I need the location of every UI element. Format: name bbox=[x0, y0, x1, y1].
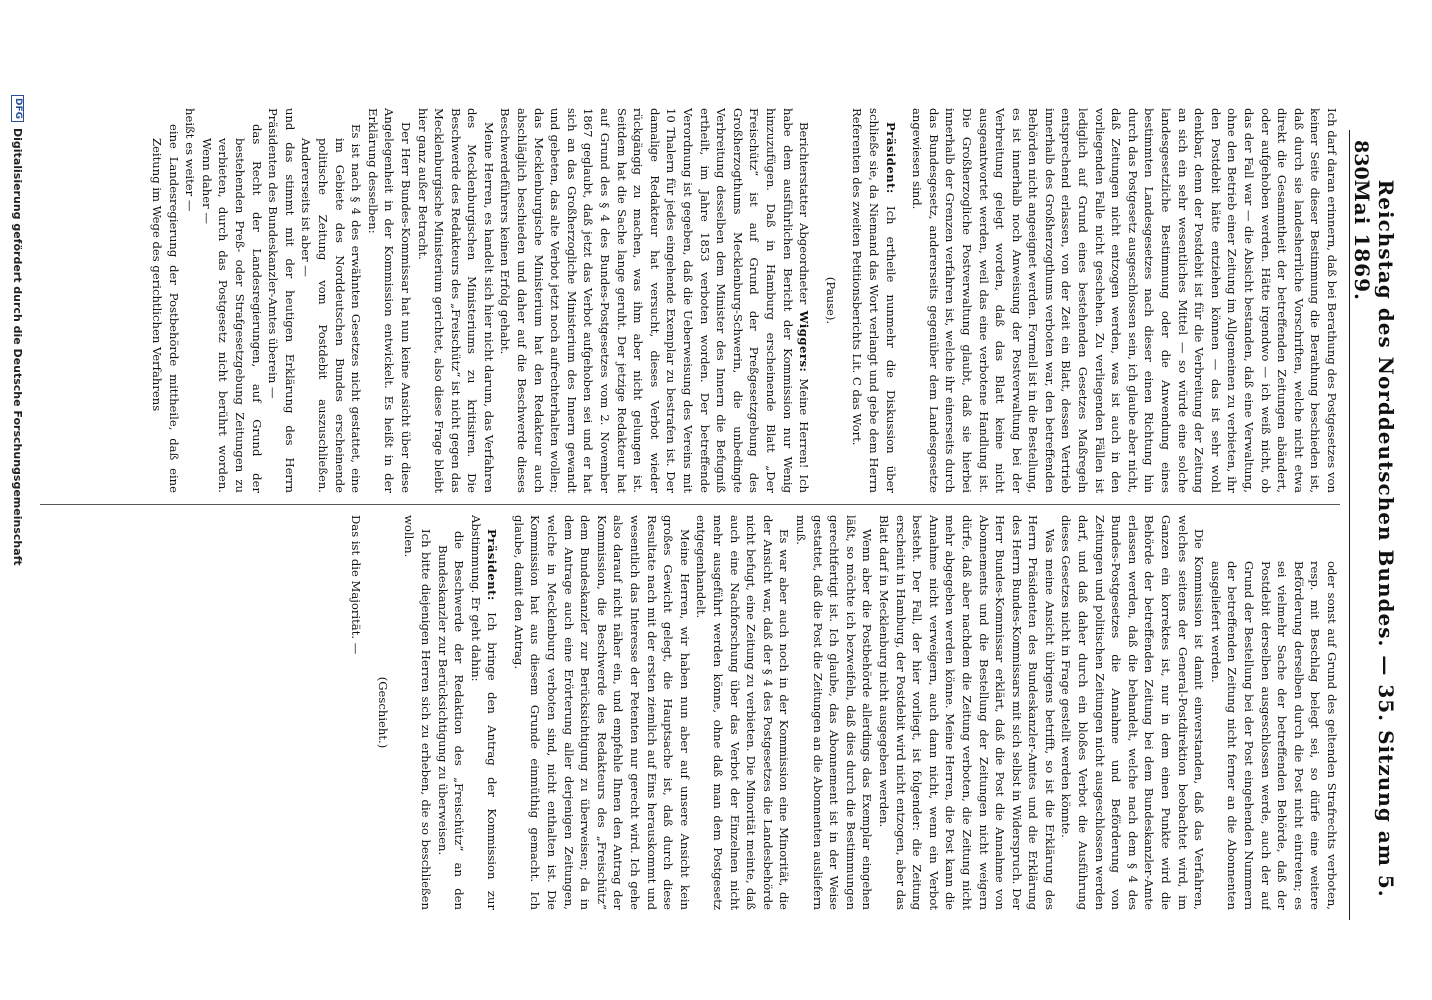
paragraph: Die Kommission ist damit einverstanden, daß das Verfahren, welches seitens der General-Postdirektion beobachtet wird, im Ganzen ein korrektes ist, nur in dem einen Punkte wird die Behörde der betreffenden Zeitung bei dem Bundeskanzler-Amte erlassen werden, daß die behandelt, welche nach dem § 4 des Bundes-Postgesetzes die Annahme und Beförderung von Zeitungen und politischen Zeitungen nicht ausgeschlossen werden darf, und daß daher durch ein bloßes Verbot die Ausführung dieses Gesetzes nicht in Frage gestellt werden könnte. bbox=[1059, 515, 1207, 910]
right-column bbox=[40, 515, 1340, 910]
paragraph: heißt es weiter — bbox=[183, 108, 198, 212]
stage-direction: (Pause). bbox=[823, 276, 838, 325]
paragraph: Das ist die Majorität. — bbox=[349, 515, 364, 655]
paragraph: Was meine Ansicht übrigens betrifft, so ist die Erklärung des Herrn Präsidenten des Bundeskanzler-Amtes und die Erklärung des Herrn Bundes-Kommissars mit sich selbst in Widerspruch. Der Herr Bundes-Kommissar erklärt, daß die Post die Annahme von Abonnements und die Bestellung der Zeitungen nicht weigern dürfe, daß aber nachdem die Zeitung verboten, die Zeitung nicht mehr abgegeben werden könne. Meine Herren, die Post kann die Annahme nicht verweigern, auch dann nicht, wenn ein Verbot besteht. Der Fall, der hier vorliegt, ist folgender: die Zeitung erscheint in Hamburg, der Postdebit wird nicht entzogen, aber das Blatt darf in Mecklenburg nicht ausgegeben werden. bbox=[876, 515, 1057, 910]
paragraph: und das stimmt mit der heutigen Erklärung des Herrn Präsidenten des Bundeskanzler-Amtes überein — bbox=[266, 108, 297, 493]
dfg-logo-icon: DFG bbox=[12, 95, 25, 122]
quotation: oder sonst auf Grund des geltenden Strafrechts verboten, resp. mit Beschlag belegt sei, so dürfe eine weitere Beförderung derselben durch die Post nicht eintreten; es sei vielmehr Sache der betreffenden Behörde, daß der Postdebit derselben ausgeschlossen werde, auch der auf Grund der Bestellung bei der Post eingehenden Nummern der betreffenden Zeitung nicht ferner an die Abonnenten ausgeliefert werden. bbox=[1208, 561, 1339, 910]
paragraph: Ich darf daran erinnern, daß bei Berathung des Postgesetzes von keiner Seite dieser Bestimmung die Berathung beschieden ist, daß durch sie landesherrliche Vorschriften, welche nicht etwa direkt die Gesammtheit der betreffenden Zeitungen abändert, oder aufgehoben werden. Hätte irgendwo — ich weiß nicht, ob das der Fall war — die Absicht bestanden, daß eine Verwaltung, ohne den Betrieb einer Zeitung im Allgemeinen zu verbieten, ihr den Postdebit hätte entziehen können — das ist sehr wohl denkbar, denn der Postdebit ist für die Verbreitung der Zeitung an sich ein sehr wesentliches Mittel — so würde eine solche landesgesetzliche Bestimmung oder die Anwendung eines bestimmten Landesgesetzes nach dieser einen Richtung hin durch das Postgesetz ausgeschlossen sein, ich glaube aber nicht, daß Zeitungen nicht entzogen werden, was ist auch in den vorliegenden Falle nicht geschehen. Zu verliegenden Fällen ist lediglich auf Grund eines bestehenden Gesetzes Maßregeln entsprechend erlassen, von der Zeit ein Blatt, dessen Vertrieb innerhalb des Großherzogthums verboten war, den betreffenden Behörden nicht angeeignet werden. Formell ist in die Bestellung, es ist innerhalb noch Anweisung der Postverwaltung bei der Verbreitung gelegt worden, daß das Blatt keine nicht ausgeantwortet werden, weil das eine verbotene Handlung ist. Die Großherzogliche Postverwaltung glaubt, daß sie hierbei innerhalb der Grenzen verfahren ist, welche ihr einerseits durch das Bundesgesetz, andererseits gegenüber dem Landesgesetze angewiesen sind. bbox=[910, 108, 1339, 493]
running-title: Reichstag des Norddeutschen Bundes. — 35. Sitzung am 5. Mai 1869. bbox=[1350, 179, 1398, 898]
paragraph: Es war aber auch noch in der Kommission eine Minorität, die der Ansicht war, daß der § 4 des Postgesetzes die Landesbehörde nicht befugt, eine Zeitung zu verbieten. Die Minorität meinte, daß auch eine Nachforschung über das Verbot der Einzelnen nicht mehr ausgeführt werden könne, ohne daß man dem Postgesetz entgegenhandelt. bbox=[694, 515, 792, 910]
paragraph bbox=[497, 108, 812, 493]
paragraph bbox=[849, 108, 899, 493]
paragraph: Wenn aber die Postbehörde allerdings das Exemplar eingehen läßt, so möchte ich bezweifeln, daß dies durch die Bestimmungen gerechtfertigt ist. Ich glaube, das Abonnement ist in der Weise gestattet, daß die Post die Zeitungen an die Abonnenten ausliefern muß. bbox=[794, 515, 875, 910]
left-column bbox=[40, 108, 1340, 493]
page-header bbox=[1349, 130, 1398, 920]
speech-text: Ich ertheile nunmehr die Diskussion über schließe sie, da Niemand das Wort verlangt und gebe dem Herrn Referenten des zweiten Petitionsberichts Lit. C das Wort. bbox=[850, 108, 898, 493]
speaker-name: Wiggers: bbox=[797, 310, 812, 373]
quotation: die Beschwerde der Redaktion des „Freischütz“ an den Bundeskanzler zur Berücksichtigung zu überweisen. bbox=[435, 531, 467, 910]
speaker-role: Berichterstatter Abgeordneter bbox=[797, 122, 812, 305]
paragraph: Ich bitte diejenigen Herren sich zu erheben, die so beschließen wollen. bbox=[402, 515, 433, 910]
paragraph: Der Herr Bundes-Kommissar hat nun keine Ansicht über diese Angelegenheit in der Kommission entwickelt. Es heißt in der Erklärung desselben: bbox=[365, 108, 413, 493]
speech-text: Ich bringe den Antrag der Kommission zur Abstimmung. Er geht dahin: bbox=[468, 515, 500, 910]
paragraph bbox=[467, 515, 500, 910]
stage-direction: (Geschieht.) bbox=[375, 676, 390, 749]
speaker-name: Präsident: bbox=[883, 122, 898, 194]
paragraph: Meine Herren, es handelt sich hier nicht darum, das Verfahren des Mecklenburgischen Ministeriums zu kritisiren. Die Beschwerde des Redakteurs des „Freischütz“ ist nicht gegen das Mecklenburgische Ministerium gerichtet, also diese Frage bleibt hier ganz außer Betracht. bbox=[415, 108, 496, 493]
quotation: eine Landesregierung der Postbehörde mittheile, daß eine Zeitung im Wege des gerichtlichen Verfahrens bbox=[150, 124, 181, 493]
page-number: 830 bbox=[1350, 140, 1372, 180]
quotation: das Recht der Landesregierungen, auf Grund der bestehenden Preß- oder Strafgesetzgebung Zeitungen zu verbieten, durch das Postgesetz nicht berührt worden. Wenn daher — bbox=[199, 124, 264, 493]
column-divider bbox=[40, 504, 1340, 505]
speaker-name: Präsident: bbox=[485, 529, 500, 601]
paragraph: Meine Herren, wir haben nun aber auf unsere Ansicht kein großes Gewicht gelegt, die Hauptsache ist, daß durch diese Resultate nach mit der ersten ziemlich auf Eins herauskommt und wesentlich das Interesse der Petenten nur gerecht wird. Ich gehe also darauf nicht näher ein, und empfehle Ihnen den Antrag der Kommission, die Beschwerde des Redakteurs des „Freischütz“ dem Bundeskanzler zur Berücksichtigung zu überweisen; da in dem Antrage auch eine Erörterung aller derjenigen Zeitungen, welche in Mecklenburg verboten sind, nicht enthalten ist. Die Kommission hat aus diesem Grunde einmüthig gemacht. Ich glaube, damit den Antrag. bbox=[511, 515, 692, 910]
quotation: Es ist nach § 4 des erwähnten Gesetzes nicht gestattet, eine im Gebiete des Norddeutschen Bundes erscheinende politische Zeitung vom Postdebit auszuschließen. Andererseits ist aber — bbox=[299, 124, 364, 493]
credit-text: Digitalisierung gefördert durch die Deutsche Forschungsgemeinschaft bbox=[11, 128, 25, 566]
speech-text: Meine Herren! Ich habe dem ausführlichen Bericht der Kommission nur Wenig hinzuzufügen. Daß in Hamburg erscheinende Blatt „Der Freischütz“ ist auf Grund der Preßgesetzgebung des Großherzogthums Mecklenburg-Schwerin, die unbedingte Verbreitung desselben dem Minister des Innern die Befugniß ertheilt, im Jahre 1853 verboten worden. Der betreffende Verordnung ist gegeben, daß die Ueberweisung des Vereins mit 10 Thalern für jedes eingehende Exemplar zu bestrafen ist. Der damalige Redakteur hat versucht, dieses Verbot wieder rückgängig zu machen, was ihm aber nicht gelungen ist. Seitdem hat die Sache lange geruht. Der jetzige Redakteur hat auf Grund des § 4 des Bundes-Postgesetzes vom 2. November 1867 geglaubt, daß jetzt das Verbot aufgehoben sei und er hat sich an das Großherzogliche Ministerium des Innern gewandt und gebeten, das alte Verbot jetzt noch aufrechterhalten wollen; das Mecklenburgische Ministerium hat den Redakteur auch abschläglich beschieden und daher auf die Beschwerde dieses Beschwerdeführers keinen Erfolg gehabt. bbox=[498, 108, 812, 493]
digitization-credit bbox=[9, 95, 27, 995]
